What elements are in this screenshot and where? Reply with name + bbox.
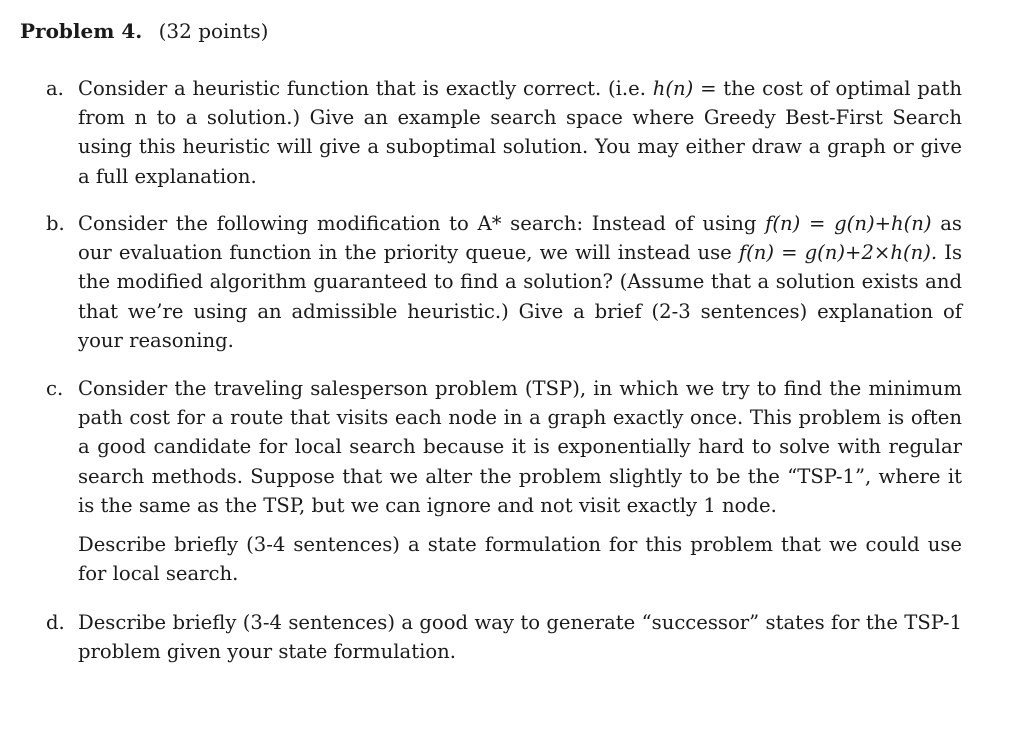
part-a xyxy=(46,74,962,191)
part-d-text: Describe briefly (3-4 sentences) a good way to generate “successor” states for the TSP-1 problem given your state formulation. xyxy=(78,611,962,664)
part-a-text-end: = the cost of optimal path from n to a solution.) Give an example search space where Greedy Best-First Search using this heuristic will give a suboptimal solution. You may either draw a graph or give a full explanation. xyxy=(78,77,962,188)
part-c-paragraph-1: Consider the traveling salesperson problem (TSP), in which we try to find the minimum path cost for a route that visits each node in a graph exactly once. This problem is often a good candidate for local search because it is exponentially hard to solve with regular search methods. Suppose that we alter the problem slightly to be the “TSP-1”, where it is the same as the TSP, but we can ignore and not visit exactly 1 node. xyxy=(78,377,962,517)
part-a-label: a. xyxy=(46,77,64,100)
part-d xyxy=(46,608,962,666)
problem-points: (32 points) xyxy=(158,19,269,43)
part-a-text-start: Consider a heuristic function that is exactly correct. (i.e. xyxy=(78,77,646,100)
part-b xyxy=(46,209,962,355)
part-b-text-2: as our evaluation function in the priority queue, we will instead use xyxy=(78,212,962,265)
part-b-formula-standard: f(n) = g(n)+h(n) xyxy=(765,212,932,235)
part-c-paragraph-2: Describe briefly (3-4 sentences) a state formulation for this problem that we could use for local search. xyxy=(78,533,962,586)
part-d-label: d. xyxy=(46,611,65,634)
part-c xyxy=(46,374,962,588)
part-b-label: b. xyxy=(46,212,65,235)
part-b-text-3: Is the modified algorithm guaranteed to find a solution? (Assume that a solution exists and that we’re using an admissible heuristic.) Give a brief (2-3 sentences) explanation of your reasoning. xyxy=(78,241,962,352)
part-c-label: c. xyxy=(46,377,64,400)
part-b-text-1: Consider the following modification to A* search: Instead of using xyxy=(78,212,757,235)
problem-title: Problem 4. xyxy=(20,19,143,43)
part-a-heuristic-math: h(n) xyxy=(652,77,694,100)
problem-heading xyxy=(20,16,268,46)
part-b-formula-modified: f(n) = g(n)+2×h(n). xyxy=(738,241,938,265)
